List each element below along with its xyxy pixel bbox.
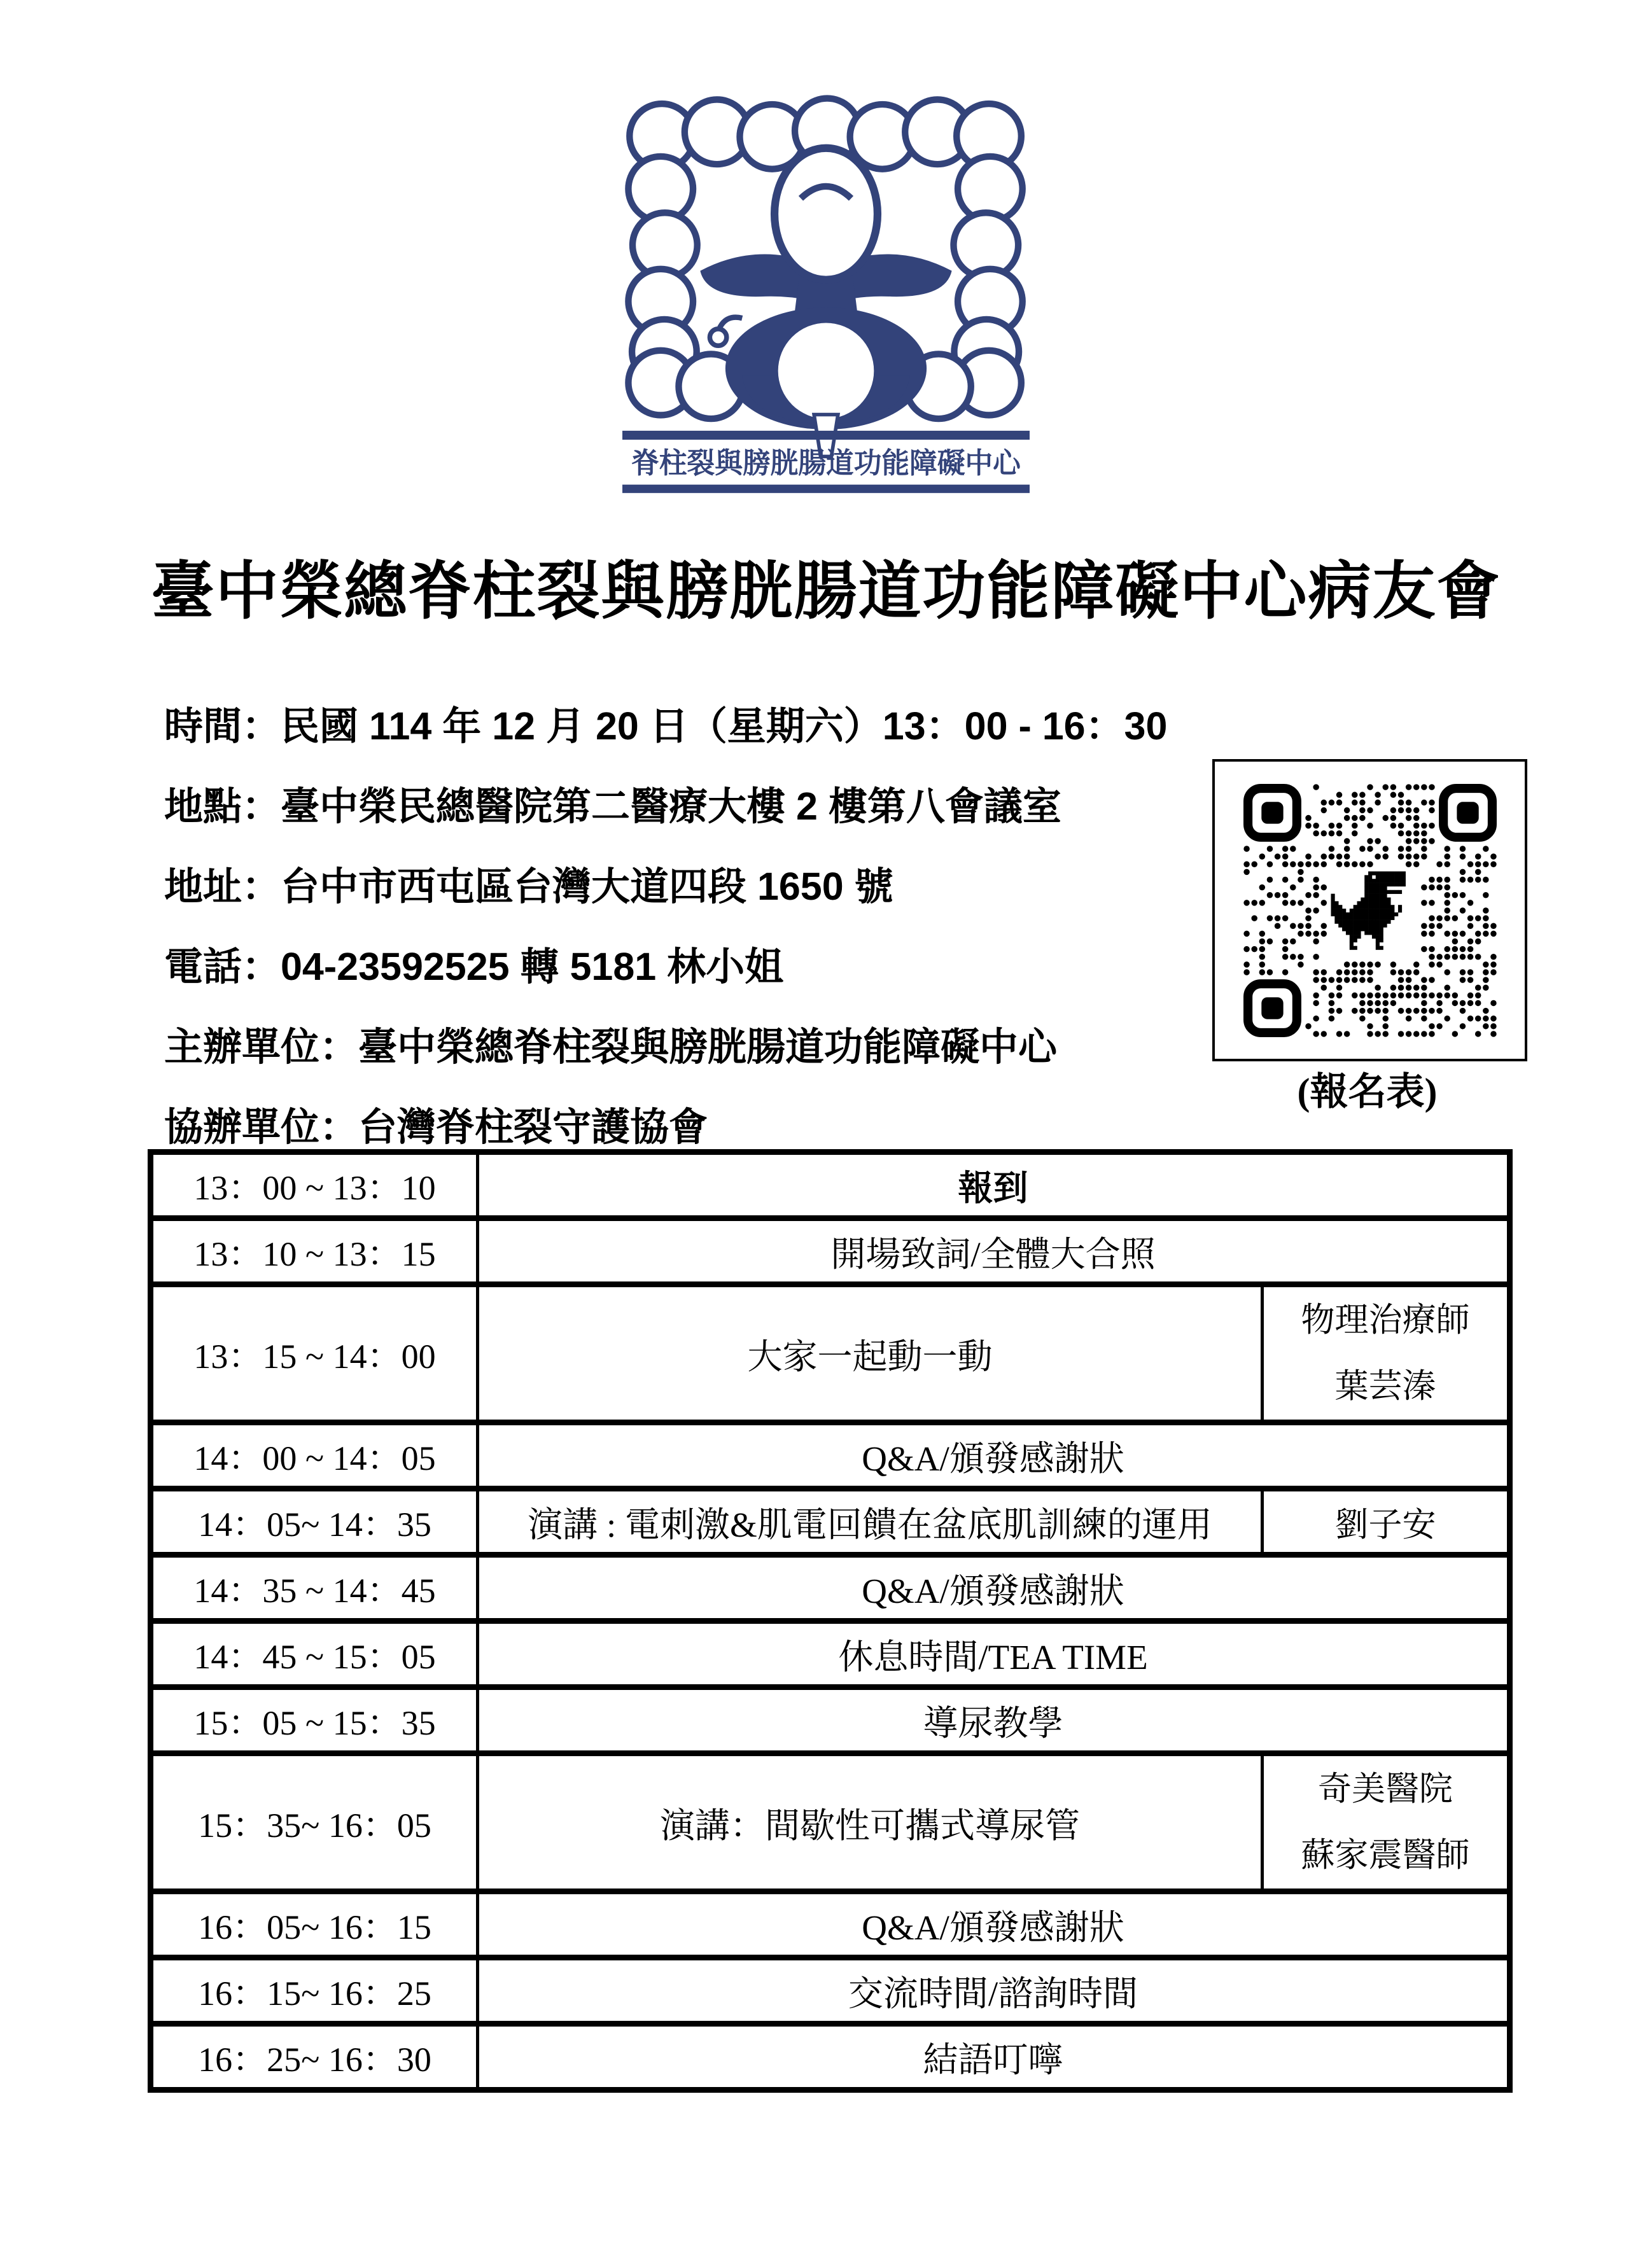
activity-cell: 演講 : 電刺激&肌電回饋在盆底肌訓練的運用 <box>478 1489 1263 1555</box>
event-info <box>164 686 1167 1167</box>
info-line-place: 地點：臺中榮民總醫院第二醫療大樓 2 樓第八會議室 <box>164 785 1061 828</box>
time-cell: 16：15~ 16：25 <box>151 1958 478 2024</box>
activity-cell: 結語叮嚀 <box>478 2024 1510 2090</box>
table-row <box>151 1687 1510 1754</box>
table-row <box>151 2024 1510 2090</box>
activity-cell: 演講：間歇性可攜式導尿管 <box>478 1754 1263 1892</box>
info-line-address: 地址：台中市西屯區台灣大道四段 1650 號 <box>164 865 893 908</box>
logo-banner-text: 脊柱裂與膀胱腸道功能障礙中心 <box>631 446 1022 479</box>
qr-label: (報名表) <box>1297 1071 1438 1113</box>
time-cell: 14：00 ~ 14：05 <box>151 1423 478 1489</box>
table-row <box>151 1285 1510 1423</box>
activity-cell: 交流時間/諮詢時間 <box>478 1958 1510 2024</box>
activity-cell: 開場致詞/全體大合照 <box>478 1218 1510 1285</box>
activity-cell: Q&A/頒發感謝狀 <box>478 1555 1510 1621</box>
table-row <box>151 1754 1510 1892</box>
speaker-name: 葉芸溱 <box>1334 1368 1436 1405</box>
info-line-phone: 電話：04-23592525 轉 5181 林小姐 <box>164 945 784 988</box>
time-cell: 14：35 ~ 14：45 <box>151 1555 478 1621</box>
info-line-coorganizer: 協辦單位：台灣脊柱裂守護協會 <box>164 1105 708 1148</box>
time-cell: 16：05~ 16：15 <box>151 1892 478 1958</box>
qr-code <box>1212 759 1527 1061</box>
activity-cell: Q&A/頒發感謝狀 <box>478 1892 1510 1958</box>
table-row <box>151 1892 1510 1958</box>
table-row <box>151 1423 1510 1489</box>
time-cell: 13：10 ~ 13：15 <box>151 1218 478 1285</box>
table-row <box>151 1555 1510 1621</box>
schedule-table <box>148 1149 1513 2093</box>
center-logo <box>610 94 1042 501</box>
activity-cell: Q&A/頒發感謝狀 <box>478 1423 1510 1489</box>
time-cell: 14：45 ~ 15：05 <box>151 1621 478 1687</box>
page-title: 臺中榮總脊柱裂與膀胱腸道功能障礙中心病友會 <box>151 555 1501 626</box>
table-row <box>151 1218 1510 1285</box>
table-row <box>151 1621 1510 1687</box>
activity-cell: 導尿教學 <box>478 1687 1510 1754</box>
speaker-cell: 劉子安 <box>1263 1489 1510 1555</box>
speaker-name: 蘇家震醫師 <box>1301 1837 1470 1874</box>
time-cell: 15：35~ 16：05 <box>151 1754 478 1892</box>
qr-pattern <box>1243 783 1497 1038</box>
time-cell: 13：00 ~ 13：10 <box>151 1152 478 1218</box>
speaker-cell <box>1263 1285 1510 1423</box>
time-cell: 16：25~ 16：30 <box>151 2024 478 2090</box>
time-cell: 13：15 ~ 14：00 <box>151 1285 478 1423</box>
speaker-cell <box>1263 1754 1510 1892</box>
speaker-title: 物理治療師 <box>1301 1302 1470 1339</box>
info-line-time: 時間：民國 114 年 12 月 20 日（星期六）13：00 - 16：30 <box>164 704 1168 748</box>
info-line-organizer: 主辦單位：臺中榮總脊柱裂與膀胱腸道功能障礙中心 <box>164 1025 1058 1068</box>
activity-cell: 報到 <box>478 1152 1510 1218</box>
table-row <box>151 1152 1510 1218</box>
time-cell: 14：05~ 14：35 <box>151 1489 478 1555</box>
time-cell: 15：05 ~ 15：35 <box>151 1687 478 1754</box>
table-row <box>151 1489 1510 1555</box>
activity-cell: 休息時間/TEA TIME <box>478 1621 1510 1687</box>
table-row <box>151 1958 1510 2024</box>
activity-cell: 大家一起動一動 <box>478 1285 1263 1423</box>
speaker-hospital: 奇美醫院 <box>1318 1771 1453 1808</box>
